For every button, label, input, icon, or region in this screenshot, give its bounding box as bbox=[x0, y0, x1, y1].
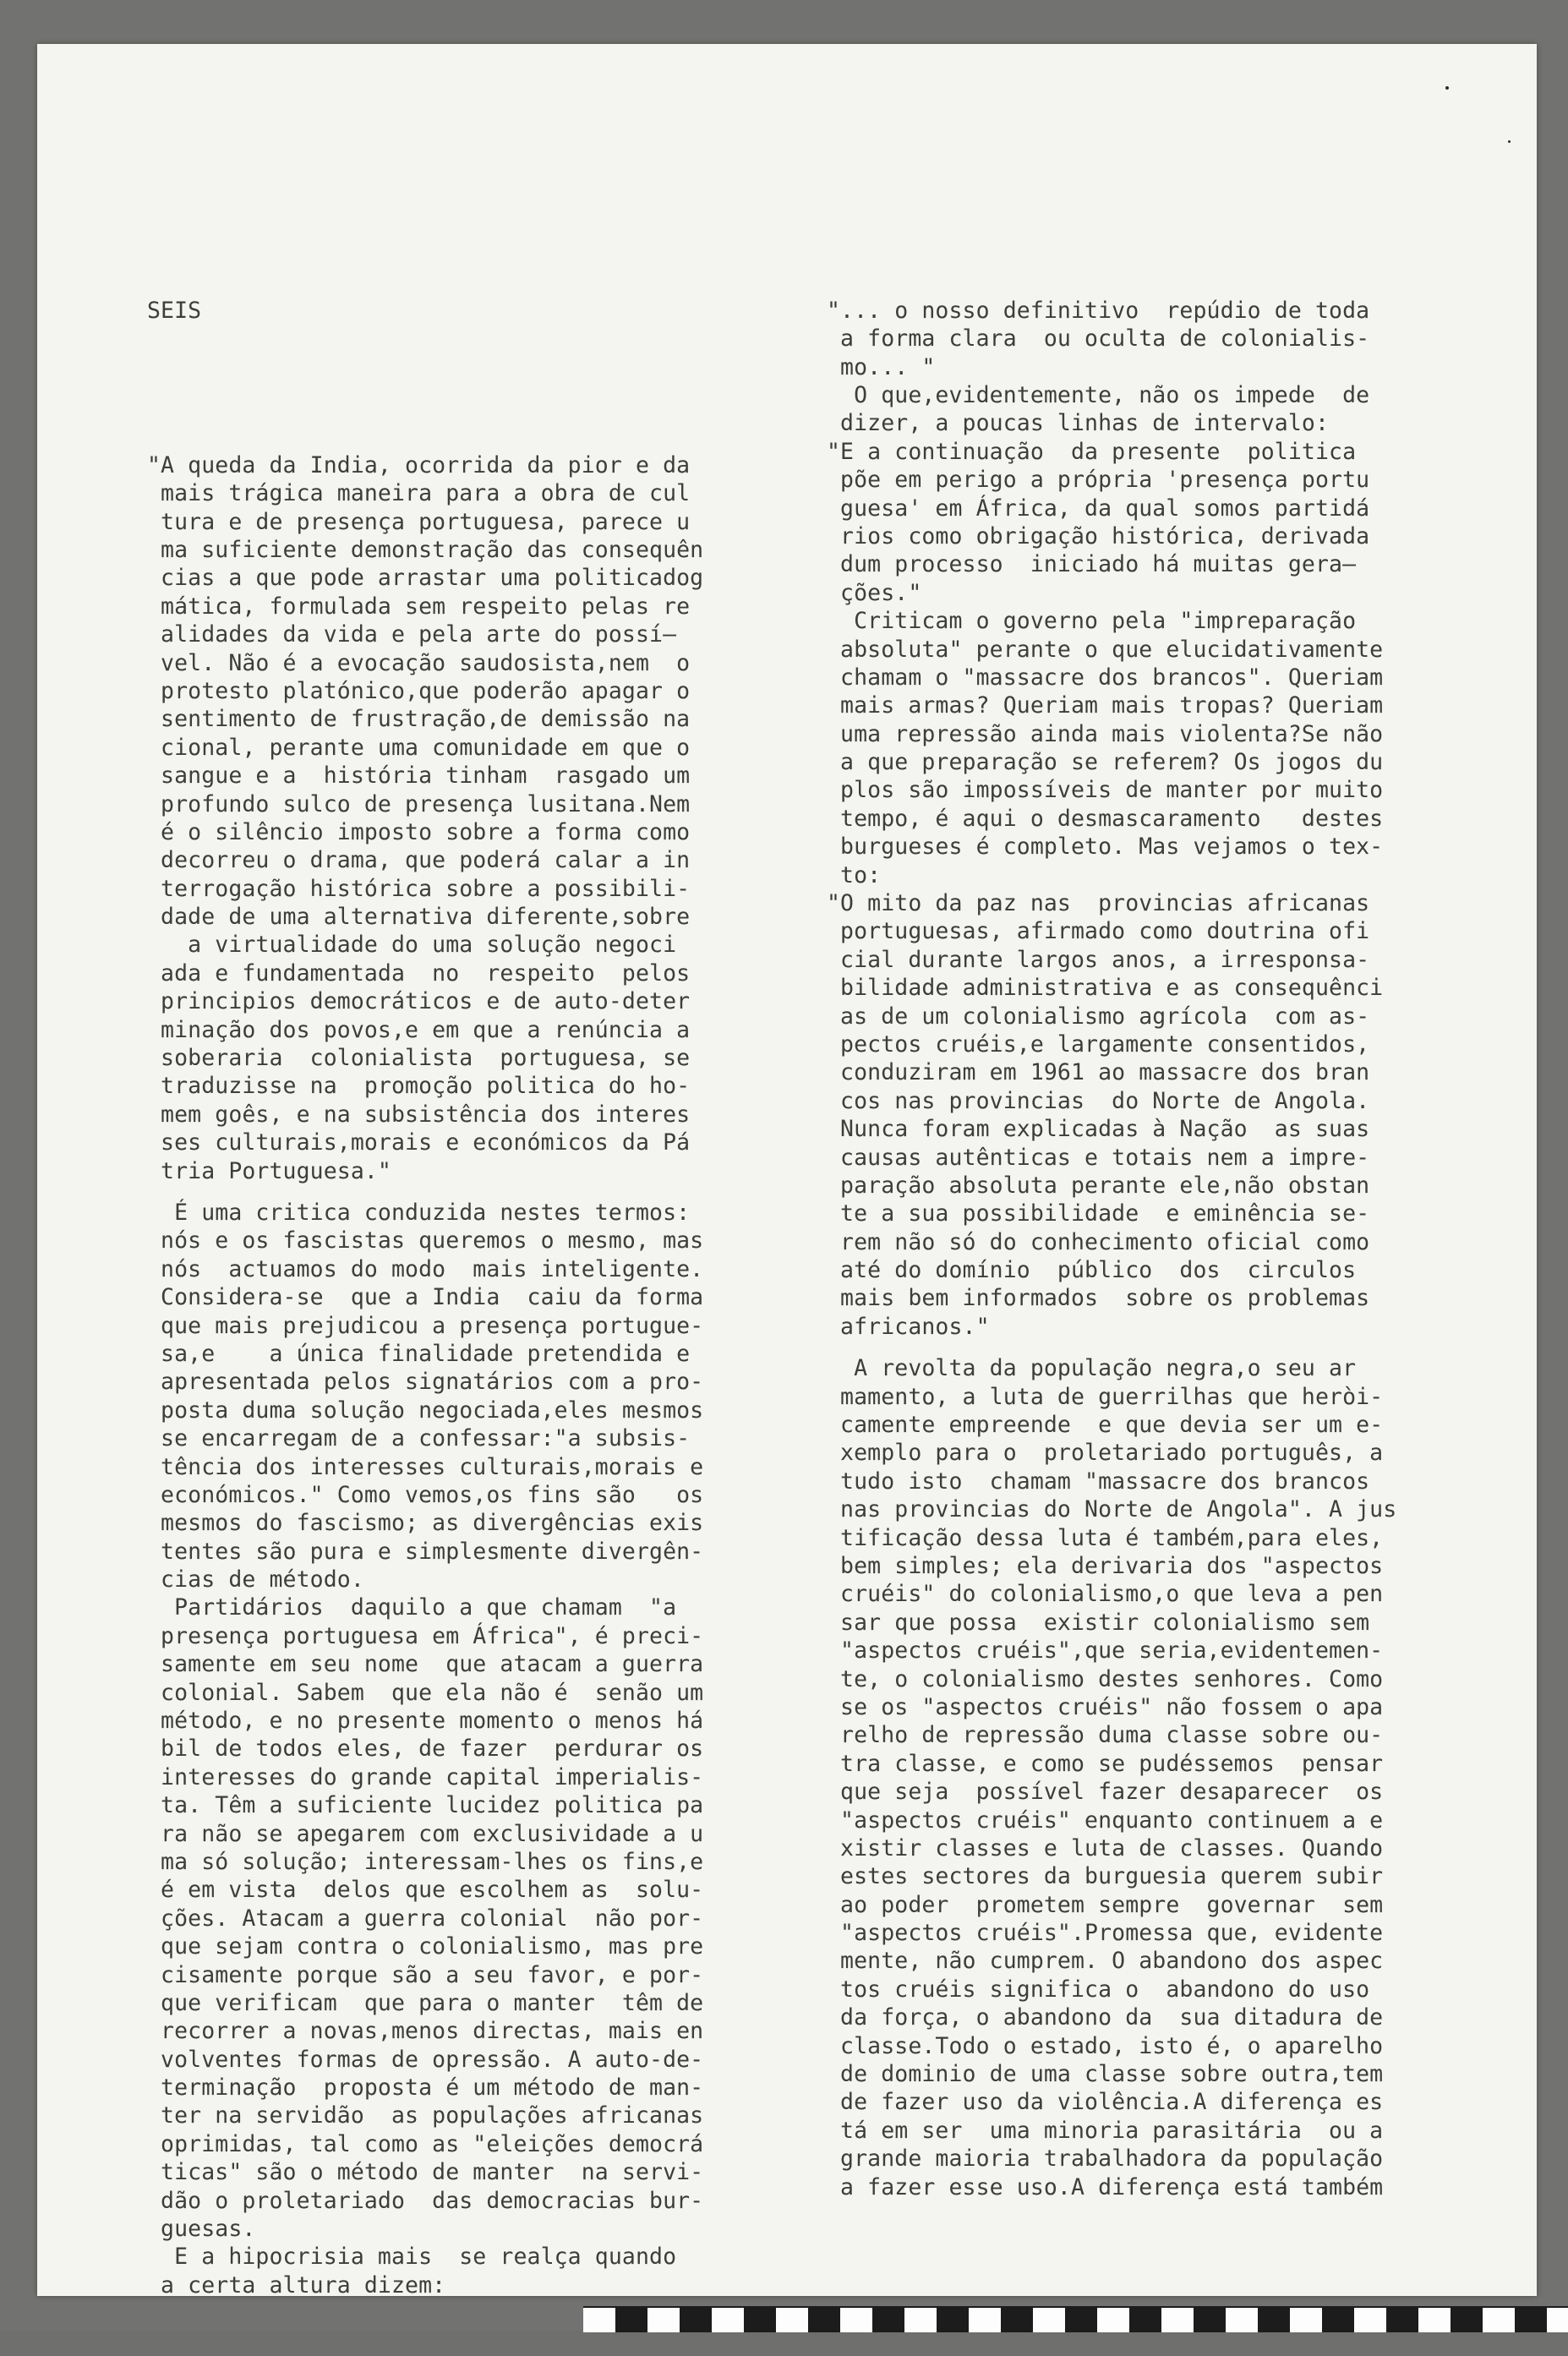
left-text-line: E a hipocrisia mais se realça quando bbox=[147, 2244, 677, 2271]
right-text-line: xemplo para o proletariado português, a bbox=[827, 1440, 1384, 1467]
left-text-line: decorreu o drama, que poderá calar a in bbox=[147, 847, 691, 874]
left-text-line: ma suficiente demonstração das consequên bbox=[147, 537, 704, 563]
right-text-line: bem simples; ela derivaria dos "aspectos bbox=[827, 1553, 1384, 1579]
left-text-line: ses culturais,morais e económicos da Pá bbox=[147, 1129, 691, 1156]
left-text-line: nós actuamos do modo mais inteligente. bbox=[147, 1255, 704, 1282]
right-text-line: tra classe, e como se pudéssemos pensar bbox=[827, 1750, 1384, 1777]
right-text-line: "aspectos cruéis" enquanto continuem a e bbox=[827, 1807, 1384, 1834]
left-text-line: ta. Têm a suficiente lucidez politica pa bbox=[147, 1792, 704, 1819]
left-text-line: alidades da vida e pela arte do possí— bbox=[147, 621, 677, 648]
left-text-line: posta duma solução negociada,eles mesmos bbox=[147, 1397, 704, 1424]
right-text-line: dum processo iniciado há muitas gera— bbox=[827, 551, 1357, 578]
left-paragraph-gap bbox=[147, 1185, 744, 1199]
right-text-line: burgueses é completo. Mas vejamos o tex- bbox=[827, 834, 1384, 861]
right-text-line: "... o nosso definitivo repúdio de toda bbox=[827, 297, 1370, 324]
left-text-line: recorrer a novas,menos directas, mais en bbox=[147, 2018, 704, 2045]
right-text-line: "O mito da paz nas provincias africanas bbox=[827, 890, 1370, 917]
right-text-line: tá em ser uma minoria parasitária ou a bbox=[827, 2117, 1384, 2144]
left-text-line: cias de método. bbox=[147, 1566, 364, 1593]
right-text-line: bilidade administrativa e as consequênci bbox=[827, 975, 1384, 1002]
left-text-line: tura e de presença portuguesa, parece u bbox=[147, 508, 691, 535]
scale-ruler bbox=[583, 2306, 1568, 2332]
right-text-line: mais armas? Queriam mais tropas? Queriam bbox=[827, 692, 1384, 719]
left-text-line: mais trágica maneira para a obra de cul bbox=[147, 480, 691, 507]
left-text-line: que verificam que para o manter têm de bbox=[147, 1989, 704, 2016]
left-text-line: a virtualidade do uma solução negoci bbox=[147, 932, 677, 959]
left-text-line: mem goês, e na subsistência dos interes bbox=[147, 1101, 691, 1128]
right-text-line: uma repressão ainda mais violenta?Se não bbox=[827, 720, 1384, 747]
left-text-line: vel. Não é a evocação saudosista,nem o bbox=[147, 649, 691, 676]
left-text-line: dão o proletariado das democracias bur- bbox=[147, 2187, 704, 2214]
left-column-lines bbox=[147, 451, 744, 2299]
right-text-line: te, o colonialismo destes senhores. Como bbox=[827, 1665, 1384, 1692]
right-column bbox=[827, 240, 1423, 2258]
left-text-line: tentes são pura e simplesmente divergên- bbox=[147, 1538, 704, 1565]
right-text-line: to: bbox=[827, 861, 882, 888]
left-text-line: sa,e a única finalidade pretendida e bbox=[147, 1340, 691, 1367]
left-text-line: cias a que pode arrastar uma politicadog bbox=[147, 565, 704, 592]
left-text-line: Considera-se que a India caiu da forma bbox=[147, 1284, 704, 1311]
right-text-line: a que preparação se referem? Os jogos du bbox=[827, 749, 1384, 776]
left-text-line: que sejam contra o colonialismo, mas pre bbox=[147, 1933, 704, 1960]
right-text-line: a fazer esse uso.A diferença está também bbox=[827, 2173, 1384, 2200]
left-text-line: bil de todos eles, de fazer perdurar os bbox=[147, 1736, 704, 1763]
right-text-line: ao poder prometem sempre governar sem bbox=[827, 1891, 1384, 1918]
typewritten-page bbox=[37, 44, 1537, 2299]
left-text-line: minação dos povos,e em que a renúncia a bbox=[147, 1016, 691, 1043]
left-text-line: oprimidas, tal como as "eleições democrá bbox=[147, 2130, 704, 2157]
left-text-line: apresentada pelos signatários com a pro- bbox=[147, 1369, 704, 1396]
left-text-line: tria Portuguesa." bbox=[147, 1157, 391, 1184]
left-text-line: traduzisse na promoção politica do ho- bbox=[147, 1073, 691, 1100]
right-text-line: cial durante largos anos, a irresponsa- bbox=[827, 946, 1370, 973]
left-text-line: presença portuguesa em África", é preci- bbox=[147, 1622, 704, 1649]
left-text-line: cisamente porque são a seu favor, e por- bbox=[147, 1961, 704, 1988]
left-text-line: interesses do grande capital imperialis- bbox=[147, 1763, 704, 1790]
right-text-line: sar que possa existir colonialismo sem bbox=[827, 1609, 1370, 1636]
left-text-line: terminação proposta é um método de man- bbox=[147, 2074, 704, 2102]
right-text-line: conduziram em 1961 ao massacre dos bran bbox=[827, 1059, 1370, 1086]
left-text-line: mática, formulada sem respeito pelas re bbox=[147, 593, 691, 620]
left-text-line: ma só solução; interessam-lhes os fins,e bbox=[147, 1848, 704, 1875]
right-text-line: "aspectos cruéis",que seria,evidentemen- bbox=[827, 1637, 1384, 1665]
right-text-line: mais bem informados sobre os problemas bbox=[827, 1285, 1370, 1312]
left-text-line: sentimento de frustração,de demissão na bbox=[147, 706, 691, 733]
right-text-line: O que,evidentemente, não os impede de bbox=[827, 381, 1370, 408]
left-text-line: é em vista delos que escolhem as solu- bbox=[147, 1877, 704, 1904]
right-text-line: nas provincias do Norte de Angola". A jus bbox=[827, 1496, 1397, 1523]
right-text-line: a forma clara ou oculta de colonialis- bbox=[827, 325, 1370, 353]
right-text-line: absoluta" perante o que elucidativamente bbox=[827, 636, 1384, 663]
left-text-line: a certa altura dizem: bbox=[147, 2271, 446, 2299]
left-text-line: nós e os fascistas queremos o mesmo, mas bbox=[147, 1227, 704, 1255]
right-text-line: "aspectos cruéis".Promessa que, evidente bbox=[827, 1920, 1384, 1947]
right-text-line: tempo, é aqui o desmascaramento destes bbox=[827, 805, 1384, 832]
right-text-line: mente, não cumprem. O abandono dos aspec bbox=[827, 1948, 1384, 1975]
left-text-line: terrogação histórica sobre a possibili- bbox=[147, 875, 691, 902]
left-text-line: ticas" são o método de manter na servi- bbox=[147, 2159, 704, 2186]
right-text-line: chamam o "massacre dos brancos". Queriam bbox=[827, 664, 1384, 691]
left-column bbox=[147, 240, 744, 2356]
left-text-line: guesas. bbox=[147, 2216, 256, 2243]
left-text-line: mesmos do fascismo; as divergências exis bbox=[147, 1510, 704, 1537]
left-text-line: Partidários daquilo a que chamam "a bbox=[147, 1594, 677, 1621]
left-text-line: método, e no presente momento o menos há bbox=[147, 1708, 704, 1735]
right-text-line: da força, o abandono da sua ditadura de bbox=[827, 2004, 1384, 2031]
right-text-line: relho de repressão duma classe sobre ou- bbox=[827, 1722, 1384, 1749]
right-text-line: mamento, a luta de guerrilhas que heròi- bbox=[827, 1383, 1384, 1410]
right-text-line: te a sua possibilidade e eminência se- bbox=[827, 1200, 1370, 1227]
right-text-line: que seja possível fazer desaparecer os bbox=[827, 1779, 1384, 1806]
right-text-line: Nunca foram explicadas à Nação as suas bbox=[827, 1116, 1370, 1143]
right-text-line: tudo isto chamam "massacre dos brancos bbox=[827, 1468, 1370, 1495]
left-text-line: ada e fundamentada no respeito pelos bbox=[147, 959, 691, 987]
right-text-line: rem não só do conhecimento oficial como bbox=[827, 1228, 1370, 1255]
right-column-lines bbox=[827, 297, 1423, 2201]
right-text-line: classe.Todo o estado, isto é, o aparelho bbox=[827, 2032, 1384, 2059]
right-text-line: camente empreende e que devia ser um e- bbox=[827, 1412, 1384, 1439]
right-text-line: tos cruéis significa o abandono do uso bbox=[827, 1976, 1370, 2003]
right-text-line: pectos cruéis,e largamente consentidos, bbox=[827, 1030, 1370, 1058]
right-text-line: rios como obrigação histórica, derivada bbox=[827, 522, 1370, 549]
right-text-line: portuguesas, afirmado como doutrina ofi bbox=[827, 918, 1370, 945]
right-text-line: de fazer uso da violência.A diferença es bbox=[827, 2089, 1384, 2116]
right-text-line: A revolta da população negra,o seu ar bbox=[827, 1355, 1357, 1382]
left-text-line: samente em seu nome que atacam a guerra bbox=[147, 1651, 704, 1678]
right-text-line: "E a continuação da presente politica bbox=[827, 438, 1357, 465]
left-text-line: dade de uma alternativa diferente,sobre bbox=[147, 904, 691, 931]
ink-speck bbox=[1508, 140, 1511, 143]
page-heading: SEIS bbox=[147, 297, 202, 324]
right-text-line: até do domínio público dos circulos bbox=[827, 1257, 1357, 1284]
left-text-line: se encarregam de a confessar:"a subsis- bbox=[147, 1425, 691, 1452]
right-text-line: causas autênticas e totais nem a impre- bbox=[827, 1144, 1370, 1171]
left-text-line: volventes formas de opressão. A auto-de- bbox=[147, 2046, 704, 2073]
right-text-line: grande maioria trabalhadora da população bbox=[827, 2146, 1384, 2173]
right-text-line: estes sectores da burguesia querem subir bbox=[827, 1863, 1384, 1890]
right-text-line: africanos." bbox=[827, 1313, 990, 1340]
right-text-line: se os "aspectos cruéis" não fossem o apa bbox=[827, 1693, 1384, 1720]
left-text-line: É uma critica conduzida nestes termos: bbox=[147, 1199, 691, 1226]
left-text-line: principios democráticos e de auto-deter bbox=[147, 988, 691, 1015]
right-text-line: plos são impossíveis de manter por muito bbox=[827, 777, 1384, 804]
left-text-line: soberaria colonialista portuguesa, se bbox=[147, 1045, 691, 1072]
right-text-line: Criticam o governo pela "impreparação bbox=[827, 608, 1357, 635]
right-text-line: paração absoluta perante ele,não obstan bbox=[827, 1172, 1370, 1199]
left-text-line: tência dos interesses culturais,morais e bbox=[147, 1453, 704, 1480]
right-text-line: as de um colonialismo agrícola com as- bbox=[827, 1003, 1370, 1030]
right-text-line: cruéis" do colonialismo,o que leva a pen bbox=[827, 1581, 1384, 1608]
left-text-line: "A queda da India, ocorrida da pior e da bbox=[147, 451, 691, 478]
left-text-line: ter na servidão as populações africanas bbox=[147, 2102, 704, 2129]
right-text-line: cos nas provincias do Norte de Angola. bbox=[827, 1087, 1370, 1114]
left-text-line: ções. Atacam a guerra colonial não por- bbox=[147, 1905, 704, 1932]
right-text-line: ções." bbox=[827, 579, 922, 606]
right-text-line: dizer, a poucas linhas de intervalo: bbox=[827, 410, 1330, 437]
left-text-line: profundo sulco de presença lusitana.Nem bbox=[147, 790, 691, 817]
left-text-line: colonial. Sabem que ela não é senão um bbox=[147, 1679, 704, 1706]
ink-speck bbox=[1445, 86, 1449, 90]
right-text-line: de dominio de uma classe sobre outra,tem bbox=[827, 2061, 1384, 2088]
right-text-line: mo... " bbox=[827, 353, 936, 380]
left-text-line: ra não se apegarem com exclusividade a u bbox=[147, 1820, 704, 1847]
left-text-line: sangue e a história tinham rasgado um bbox=[147, 763, 691, 790]
right-text-line: guesa' em África, da qual somos partidá bbox=[827, 495, 1370, 522]
right-text-line: xistir classes e luta de classes. Quando bbox=[827, 1834, 1384, 1861]
left-text-line: que mais prejudicou a presença portugue- bbox=[147, 1312, 704, 1339]
right-text-line: tificação dessa luta é também,para eles, bbox=[827, 1524, 1384, 1551]
left-text-line: económicos." Como vemos,os fins são os bbox=[147, 1481, 704, 1508]
left-text-line: é o silêncio imposto sobre a forma como bbox=[147, 818, 691, 845]
right-text-line: põe em perigo a própria 'presença portu bbox=[827, 467, 1370, 494]
right-paragraph-gap bbox=[827, 1341, 1423, 1354]
left-text-line: protesto platónico,que poderão apagar o bbox=[147, 677, 691, 704]
left-text-line: cional, perante uma comunidade em que o bbox=[147, 734, 691, 761]
